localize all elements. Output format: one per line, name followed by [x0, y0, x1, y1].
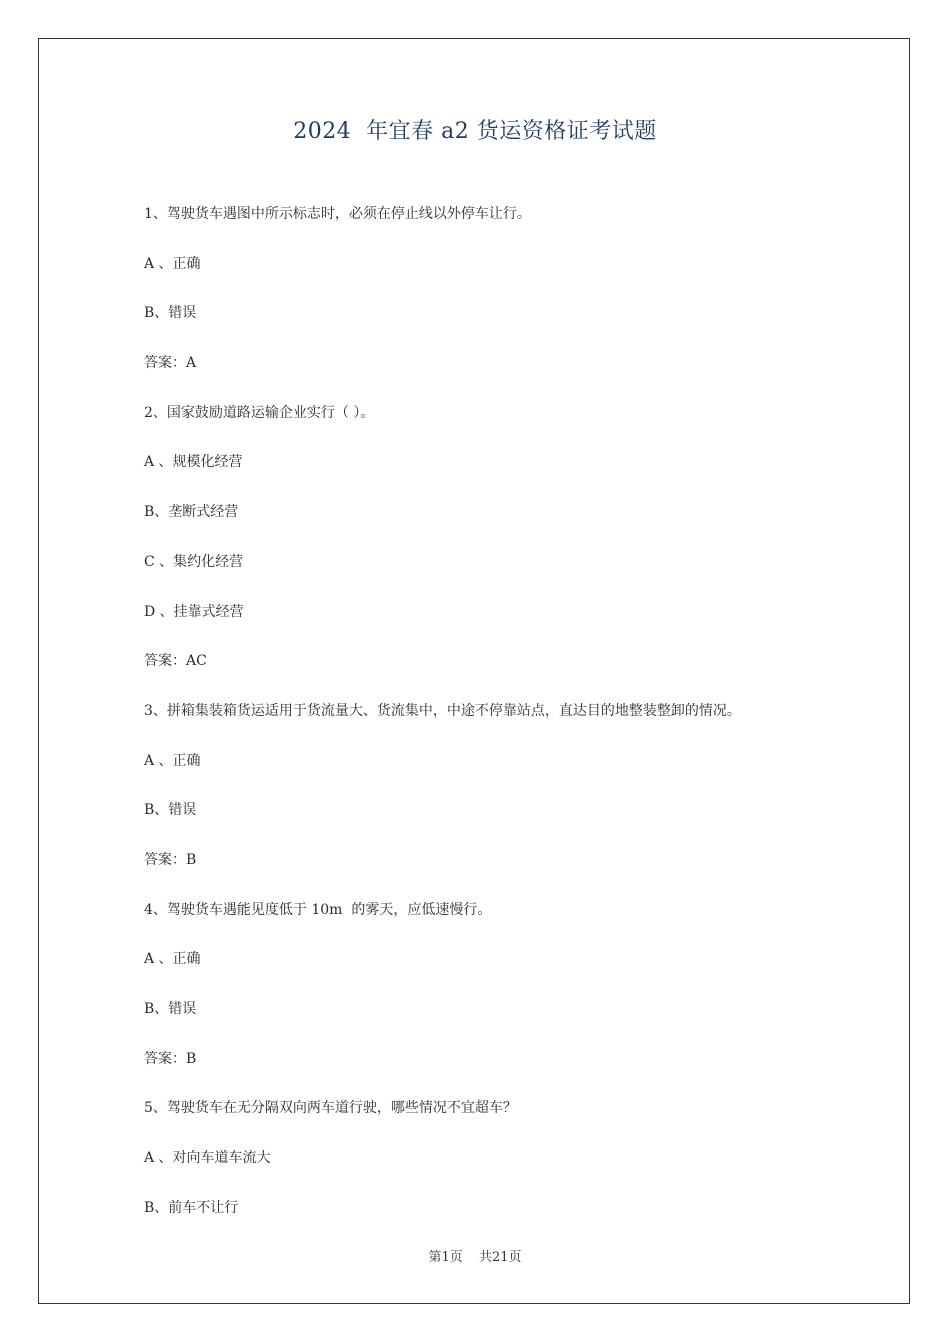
question-list: [144, 200, 844, 1243]
question-3-option-b: B、错误: [144, 802, 197, 819]
page-number: 第1页: [428, 1250, 463, 1265]
question-5-option-a: A 、对向车道车流大: [144, 1150, 271, 1167]
question-4-text: 4、驾驶货车遇能见度低于 10m 的雾天，应低速慢行。: [144, 901, 492, 918]
document-title: 2024 年宜春 a2 货运资格证考试题: [293, 119, 657, 144]
question-4-answer: 答案：B: [144, 1050, 197, 1067]
page-footer: [0, 1246, 950, 1265]
question-2-text: 2、国家鼓励道路运输企业实行（ ）。: [144, 404, 375, 421]
question-2-option-d: D 、挂靠式经营: [144, 603, 244, 620]
question-1-option-a: A 、正确: [144, 255, 201, 272]
page-total: 共21页: [478, 1250, 522, 1265]
question-5-text: 5、驾驶货车在无分隔双向两车道行驶，哪些情况不宜超车？: [144, 1100, 517, 1117]
question-2-option-b: B、垄断式经营: [144, 504, 239, 521]
question-2-answer: 答案：AC: [144, 653, 207, 670]
question-4-option-b: B、错误: [144, 1001, 197, 1017]
question-3-option-a: A 、正确: [144, 752, 201, 769]
question-2-option-a: A 、规模化经营: [144, 454, 243, 471]
question-5-option-b: B、前车不让行: [144, 1199, 239, 1216]
question-2-option-c: C 、集约化经营: [144, 553, 244, 570]
question-1-text: 1、驾驶货车遇图中所示标志时，必须在停止线以外停车让行。: [144, 206, 531, 222]
question-1-answer: 答案：A: [144, 355, 197, 372]
question-4-option-a: A 、正确: [144, 951, 201, 968]
question-1-option-b: B、错误: [144, 305, 197, 322]
question-3-text: 3、拼箱集装箱货运适用于货流量大、货流集中，中途不停靠站点，直达目的地整装整卸的情况。: [144, 702, 741, 719]
question-3-answer: 答案：B: [144, 851, 197, 868]
